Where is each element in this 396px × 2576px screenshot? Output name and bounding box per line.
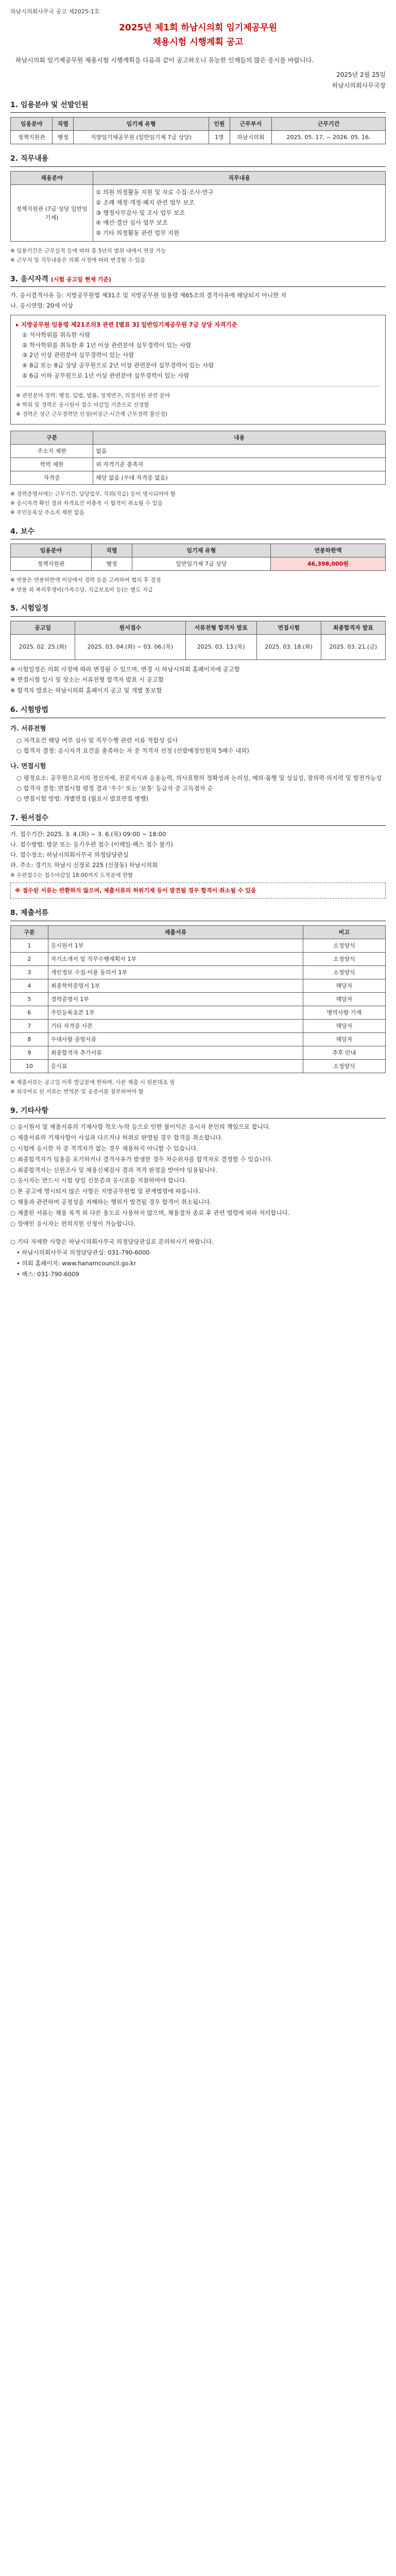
- doc-screening-line: ○ 자격요건 해당 여부 심사 및 직무수행 관련 서류 적합성 심사: [16, 737, 178, 744]
- th-sched: 원서접수: [75, 621, 185, 634]
- application-line: 다. 접수장소: 하남시의회사무국 의정담당관실: [10, 851, 129, 858]
- doc-remark: 해당자: [303, 1032, 385, 1046]
- other-item: ○ 최종합격자가 임용을 포기하거나 결격사유가 발생한 경우 차순위자를 합격자로 결정할 수 있습니다.: [10, 1155, 273, 1163]
- doc-name: 주민등록초본 1부: [48, 1006, 303, 1019]
- th-doc-name: 제출서류: [48, 925, 303, 939]
- issuer: 하남시의회사무국장: [332, 81, 386, 89]
- section-9-title: 9. 기타사항: [10, 1106, 386, 1119]
- salary-series: 행정: [91, 557, 132, 571]
- th-extra-kind: 구분: [11, 431, 93, 444]
- doc-name: 최종학력증명서 1부: [48, 979, 303, 992]
- requirement-item: ④ 8급 또는 8급 상당 공무원으로 2년 이상 관련분야 실무경력이 있는 사람: [22, 362, 214, 369]
- sched-cell: 2025. 03. 04.(화) ~ 03. 06.(목): [75, 634, 185, 659]
- th-duty-field: 채용분야: [11, 171, 93, 184]
- contact-line: • 하남시의회사무국 의정담당관실: 031-790-6000: [16, 1249, 150, 1257]
- interview-title: 나. 면접시험: [10, 761, 46, 770]
- cell-count: 1명: [209, 131, 230, 144]
- schedule-table: [10, 621, 386, 660]
- doc-screening-title: 가. 서류전형: [10, 724, 46, 732]
- cell-series: 행정: [53, 131, 74, 144]
- experience-note: ※ 학위 및 경력은 응시원서 접수 마감일 기준으로 산정함: [16, 402, 149, 409]
- requirement-item: ① 석사학위를 취득한 사람: [22, 331, 91, 338]
- doc-remark: 해당자: [303, 992, 385, 1006]
- extra-content: 없음: [93, 444, 386, 457]
- requirement-item: ② 학사학위를 취득한 후 1년 이상 관련분야 실무경력이 있는 사람: [22, 341, 192, 349]
- doc-no: 8: [11, 1032, 48, 1046]
- doc-remark: 해당자: [303, 979, 385, 992]
- doc-remark: 해당자: [303, 1019, 385, 1032]
- th-salary-field: 임용분야: [11, 544, 92, 557]
- interview-line: ○ 면접시험 방법: 개별면접 (필요시 발표면접 병행): [16, 794, 148, 802]
- section-6-title: 6. 시험방법: [10, 705, 386, 718]
- th-sched: 공고일: [11, 621, 75, 634]
- other-item: ○ 본 공고에 명시되지 않은 사항은 지방공무원법 및 관계법령에 따릅니다.: [10, 1188, 200, 1195]
- ref-note: ※ 주민등록상 주소지 제한 없음: [10, 510, 84, 516]
- duty-list: [93, 185, 386, 242]
- cell-field: 정책지원관: [11, 131, 53, 144]
- doc-no: 5: [11, 992, 48, 1006]
- doc-no: 9: [11, 1046, 48, 1059]
- sched-cell: 2025. 03. 13.(목): [185, 634, 256, 659]
- cell-period: 2025. 05. 17. ~ 2026. 05. 16.: [272, 131, 386, 144]
- doc-no: 3: [11, 965, 48, 979]
- doc-screening-line: ○ 합격자 결정: 응시자격 요건을 충족하는 자 중 적격자 선정 (선발예정인원의 5배수 내외): [16, 747, 249, 754]
- doc-remark: 추후 안내: [303, 1046, 385, 1059]
- doc-no: 2: [11, 952, 48, 965]
- experience-note: ※ 경력은 상근 근무경력만 인정(비상근·시간제 근무경력 불인정): [16, 411, 167, 418]
- doc-remark: 소정양식: [303, 952, 385, 965]
- duty-item: ④ 예산·결산 심사 업무 보조: [96, 219, 168, 227]
- doc-no: 7: [11, 1019, 48, 1032]
- extra-kind: 학력 제한: [11, 457, 93, 471]
- section-3-title: [10, 274, 386, 287]
- contact-line: • 팩스: 031-790-6009: [16, 1270, 79, 1278]
- other-item: ○ 장애인 응시자는 편의지원 신청이 가능합니다.: [10, 1219, 136, 1227]
- other-item: ○ 응시자는 반드시 시험 당일 신분증과 응시표를 지참하여야 합니다.: [10, 1177, 187, 1184]
- duty-note: ※ 임용기간은 근무실적 등에 따라 총 5년의 범위 내에서 연장 가능: [10, 248, 166, 255]
- salary-min-amount: 46,398,000원: [270, 557, 385, 571]
- application-warning: ※ 접수된 서류는 반환하지 않으며, 제출서류의 허위기재 등이 발견될 경우 합격이 취소될 수 있음: [10, 883, 386, 899]
- th-salary-type: 임기제 유형: [132, 544, 270, 557]
- other-item: ○ 채용과 관련하여 공정성을 저해하는 행위가 발견될 경우 합격이 취소됩니다.: [10, 1198, 212, 1206]
- doc-name: 경력증명서 1부: [48, 992, 303, 1006]
- requirement-box: [10, 315, 386, 425]
- doc-remark: 소정양식: [303, 1059, 385, 1073]
- notice-number: 하남시의회사무국 공고 제2025-1호: [10, 8, 100, 15]
- application-line: 라. 주소: 경기도 하남시 신장로 225 (신장동) 하남시의회: [10, 861, 158, 869]
- section-2-title: 2. 직무내용: [10, 154, 386, 167]
- schedule-note: ※ 면접시험 일시 및 장소는 서류전형 합격자 발표 시 공고함: [10, 676, 164, 684]
- th-doc-no: 구분: [11, 925, 48, 939]
- interview-line: ○ 평정요소: 공무원으로서의 정신자세, 전문지식과 응용능력, 의사표현의 정확성과 논리성, 예의·품행 및 성실성, 창의력·의지력 및 발전가능성: [16, 774, 382, 782]
- doc-name: 우대사항 증빙서류: [48, 1032, 303, 1046]
- duty-field: 정책지원관 (7급 상당 일반임기제): [11, 185, 93, 242]
- salary-field: 정책지원관: [11, 557, 92, 571]
- schedule-note: ※ 합격자 발표는 하남시의회 홈페이지 공고 및 개별 통보함: [10, 687, 162, 694]
- salary-note: ※ 연봉 외 복리후생비(가족수당, 직급보조비 등)는 별도 지급: [10, 586, 153, 593]
- application-line: ※ 우편접수는 접수마감일 18:00까지 도착분에 한함: [10, 872, 133, 878]
- duty-item: ③ 행정사무감사 및 조사 업무 보조: [96, 209, 185, 216]
- position-table: [10, 117, 386, 144]
- duty-note: ※ 근무지 및 직무내용은 의회 사정에 따라 변경될 수 있음: [10, 257, 145, 264]
- section-8-title: 8. 제출서류: [10, 908, 386, 921]
- sched-cell: 2025. 02. 25.(화): [11, 634, 75, 659]
- doc-name: 개인정보 수집·이용 동의서 1부: [48, 965, 303, 979]
- extra-kind: 자격증: [11, 471, 93, 484]
- other-item: ○ 시험에 응시한 자 중 적격자가 없는 경우 채용하지 아니할 수 있습니다.: [10, 1144, 198, 1152]
- extra-content: 해당 없음 (우대 자격증 없음): [93, 471, 386, 484]
- extra-conditions-table: [10, 431, 386, 485]
- section-7-title: 7. 원서접수: [10, 813, 386, 826]
- doc-remark: 병역사항 기재: [303, 1006, 385, 1019]
- th-sched: 면접시험: [256, 621, 321, 634]
- title-line-1: 2025년 제1회 하남시의회 임기제공무원: [119, 23, 277, 33]
- doc-name: 응시원서 1부: [48, 939, 303, 952]
- th-extra-content: 내용: [93, 431, 386, 444]
- th-doc-remark: 비고: [303, 925, 385, 939]
- extra-kind: 주소지 제한: [11, 444, 93, 457]
- th-salary-series: 직렬: [91, 544, 132, 557]
- th-count: 인원: [209, 117, 230, 131]
- documents-note: ※ 외국어로 된 서류는 번역본 및 공증서를 첨부하여야 함: [10, 1089, 144, 1095]
- section-3-title-text: 3. 응시자격: [10, 275, 49, 283]
- sched-cell: 2025. 03. 18.(화): [256, 634, 321, 659]
- application-line: 가. 접수기간: 2025. 3. 4.(화) ~ 3. 6.(목) 09:00 ~ 18:00: [10, 831, 166, 838]
- extra-content: 위 자격기준 충족자: [93, 457, 386, 471]
- contact-line: ○ 기타 자세한 사항은 하남시의회사무국 의정담당관실로 문의하시기 바랍니다.: [10, 1238, 214, 1246]
- other-item: ○ 응시원서 및 제출서류의 기재사항 착오·누락 등으로 인한 불이익은 응시자 본인의 책임으로 합니다.: [10, 1123, 271, 1131]
- experience-note: ※ 관련분야 경력: 행정, 입법, 법률, 정책연구, 의정지원 관련 분야: [16, 392, 170, 399]
- other-item: ○ 최종합격자는 신원조사 및 채용신체검사 결과 적격 판정을 받아야 임용됩니다.: [10, 1166, 218, 1174]
- cell-dept: 하남시의회: [230, 131, 271, 144]
- th-field: 임용분야: [11, 117, 53, 131]
- th-period: 근무기간: [272, 117, 386, 131]
- doc-remark: 소정양식: [303, 965, 385, 979]
- duty-item: ① 의원 의정활동 지원 및 자료 수집·조사·연구: [96, 189, 214, 196]
- section-4-title: 4. 보수: [10, 527, 386, 540]
- documents-table: [10, 925, 386, 1074]
- requirement-heading: ▸ 지방공무원 임용령 제21조의3 관련 [별표 3] 일반임기제공무원 7급 상당 자격기준: [16, 320, 237, 328]
- th-duty-content: 직무내용: [93, 171, 386, 184]
- doc-no: 1: [11, 939, 48, 952]
- doc-no: 4: [11, 979, 48, 992]
- th-sched: 최종합격자 발표: [321, 621, 385, 634]
- doc-remark: 소정양식: [303, 939, 385, 952]
- ref-note: ※ 응시자격 확인 결과 자격요건 미충족 시 합격이 취소될 수 있음: [10, 500, 163, 507]
- cell-type: 지방임기제공무원 (일반임기제 7급 상당): [74, 131, 209, 144]
- salary-type: 일반임기제 7급 상당: [132, 557, 270, 571]
- eligibility-item: 나. 응시연령: 20세 이상: [10, 302, 74, 310]
- title-line-2: 채용시험 시행계획 공고: [152, 37, 244, 48]
- th-salary-min: 연봉하한액: [270, 544, 385, 557]
- interview-line: ○ 합격자 결정: 면접시험 평정 결과 '우수' 또는 '보통' 등급자 중 고득점자 순: [16, 784, 213, 792]
- doc-name: 응시표: [48, 1059, 303, 1073]
- doc-name: 기타 자격증 사본: [48, 1019, 303, 1032]
- salary-table: [10, 544, 386, 571]
- doc-no: 6: [11, 1006, 48, 1019]
- ref-note: ※ 경력증명서에는 근무기간, 담당업무, 직위(직급) 등이 명시되어야 함: [10, 490, 176, 497]
- doc-no: 10: [11, 1059, 48, 1073]
- duties-table: [10, 171, 386, 242]
- other-item: ○ 제출된 서류는 채용 목적 외 다른 용도로 사용하지 않으며, 채용절차 종료 후 관련 법령에 따라 처리합니다.: [10, 1209, 290, 1216]
- application-line: 나. 접수방법: 방문 또는 등기우편 접수 (이메일·팩스 접수 불가): [10, 841, 174, 849]
- section-1-title: 1. 임용분야 및 선발인원: [10, 100, 386, 113]
- salary-note: ※ 연봉은 연봉하한액 이상에서 경력 등을 고려하여 협의 후 결정: [10, 577, 161, 584]
- th-type: 임기제 유형: [74, 117, 209, 131]
- other-item: ○ 제출서류의 기재사항이 사실과 다르거나 허위로 판명될 경우 합격을 취소합니다.: [10, 1134, 223, 1142]
- notice-date: 2025년 2월 25일: [336, 71, 386, 79]
- duty-item: ⑤ 기타 의정활동 관련 업무 지원: [96, 229, 180, 237]
- th-dept: 근무부서: [230, 117, 271, 131]
- doc-name: 자기소개서 및 직무수행계획서 1부: [48, 952, 303, 965]
- documents-note: ※ 제출서류는 공고일 이후 발급분에 한하며, 사본 제출 시 원본대조 필: [10, 1079, 175, 1086]
- contact-block: [10, 1238, 386, 1279]
- requirement-item: ⑤ 6급 이하 공무원으로 1년 이상 관련분야 실무경력이 있는 사람: [22, 372, 190, 379]
- schedule-note: ※ 시험일정은 의회 사정에 따라 변경될 수 있으며, 변경 시 하남시의회 홈페이지에 공고함: [10, 665, 240, 673]
- section-3-subtitle: (시험 공고일 현재 기준): [50, 276, 112, 283]
- doc-name: 최종합격자 추가서류: [48, 1046, 303, 1059]
- eligibility-item: 가. 응시결격사유 등: 지방공무원법 제31조 및 지방공무원 임용령 제65조의 결격사유에 해당되지 아니한 자: [10, 292, 287, 299]
- duty-item: ② 조례 제정·개정·폐지 관련 업무 보조: [96, 198, 195, 206]
- section-5-title: 5. 시험일정: [10, 603, 386, 617]
- intro-text: 하남시의회 임기제공무원 채용시험 시행계획을 다음과 같이 공고하오니 유능한 인재들의 많은 응시를 바랍니다.: [15, 56, 314, 64]
- sched-cell: 2025. 03. 21.(금): [321, 634, 385, 659]
- requirement-item: ③ 2년 이상 관련분야 실무경력이 있는 사람: [22, 351, 134, 359]
- th-series: 직렬: [53, 117, 74, 131]
- contact-line: • 의회 홈페이지: www.hanamcouncil.go.kr: [16, 1260, 136, 1267]
- th-sched: 서류전형 합격자 발표: [185, 621, 256, 634]
